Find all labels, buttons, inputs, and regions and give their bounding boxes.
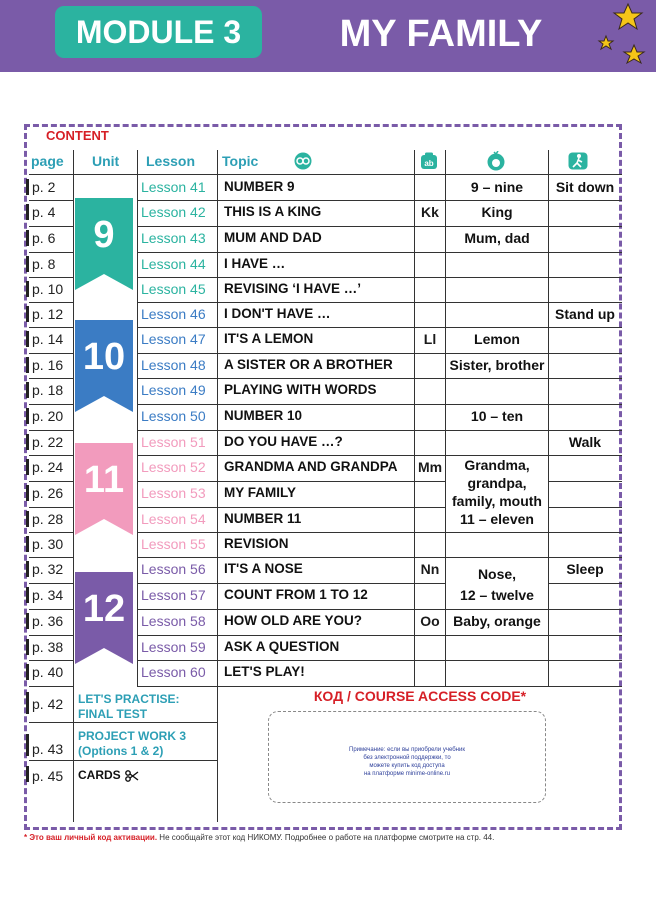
col-divider <box>414 150 415 686</box>
topic-cell: NUMBER 9 <box>224 179 295 194</box>
lesson-link[interactable]: Lesson 44 <box>141 256 206 272</box>
row-tick <box>26 587 29 603</box>
row-divider <box>29 722 217 723</box>
row-divider <box>445 686 548 687</box>
row-divider <box>29 532 73 533</box>
row-tick <box>26 434 29 450</box>
row-divider <box>414 430 445 431</box>
lesson-link[interactable]: Lesson 42 <box>141 204 206 220</box>
row-divider <box>548 660 622 661</box>
row-divider <box>29 583 73 584</box>
page-cell: p. 4 <box>32 204 56 220</box>
page-cell: p. 36 <box>32 613 64 629</box>
row-divider <box>548 302 622 303</box>
row-divider <box>414 226 445 227</box>
action-cell: Walk <box>568 434 602 450</box>
page-cell: p. 45 <box>32 768 64 784</box>
row-divider <box>548 430 622 431</box>
row-divider <box>29 481 73 482</box>
lesson-link[interactable]: Lesson 58 <box>141 613 206 629</box>
page-cell: p. 14 <box>32 331 64 347</box>
row-divider <box>548 327 622 328</box>
row-divider <box>445 635 548 636</box>
lesson-link[interactable]: Lesson 41 <box>141 179 206 195</box>
row-tick <box>26 281 29 297</box>
row-divider <box>29 252 73 253</box>
row-divider <box>29 455 73 456</box>
row-divider <box>414 583 445 584</box>
row-divider <box>445 404 548 405</box>
row-divider <box>137 252 414 253</box>
topic-cell: NUMBER 11 <box>224 511 302 526</box>
word-cell: 11 – eleven <box>460 511 534 527</box>
footnote <box>24 833 634 842</box>
note-line: Примечание: если вы приобрели учебник <box>349 747 465 753</box>
row-divider <box>414 252 445 253</box>
topic-cell: GRANDMA AND GRANDPA <box>224 459 398 474</box>
letter-cell: Mm <box>417 459 443 475</box>
letter-cell: Oo <box>420 613 440 629</box>
row-divider <box>548 353 622 354</box>
page-cell: p. 18 <box>32 382 64 398</box>
word-cell: 10 – ten <box>470 408 524 424</box>
letter-icon <box>420 152 438 170</box>
col-lesson: Lesson <box>146 153 196 169</box>
page-cell: p. 12 <box>32 306 64 322</box>
row-tick <box>26 664 29 680</box>
row-tick <box>26 382 29 398</box>
row-divider <box>414 557 445 558</box>
row-divider <box>29 277 73 278</box>
row-divider <box>29 353 73 354</box>
row-tick <box>26 204 29 220</box>
row-divider <box>445 660 548 661</box>
row-divider <box>137 507 414 508</box>
word-cell: Sister, brother <box>449 357 545 373</box>
row-tick <box>26 230 29 246</box>
lesson-link[interactable]: Lesson 59 <box>141 639 206 655</box>
topic-cell: LET'S PLAY! <box>224 664 305 679</box>
row-divider <box>137 327 414 328</box>
page-cell: p. 32 <box>32 561 64 577</box>
access-code-title: КОД / COURSE ACCESS CODE* <box>313 688 527 704</box>
note-line: можете купить код доступа <box>369 763 445 769</box>
row-tick <box>26 613 29 629</box>
row-tick <box>26 179 29 195</box>
action-cell: Sit down <box>555 179 615 195</box>
page-cell: p. 40 <box>32 664 64 680</box>
col-unit: Unit <box>92 153 120 169</box>
row-divider <box>414 481 445 482</box>
extra-line: FINAL TEST <box>78 707 148 721</box>
note-line: без электронной поддержки, то <box>363 755 451 761</box>
topic-cell: I HAVE … <box>224 256 286 271</box>
row-divider <box>29 327 73 328</box>
page-cell: p. 43 <box>32 741 64 757</box>
topic-cell: IT'S A LEMON <box>224 331 314 346</box>
lesson-link[interactable]: Lesson 46 <box>141 306 206 322</box>
row-divider <box>445 200 548 201</box>
row-tick <box>26 459 29 475</box>
module-label: MODULE 3 <box>55 6 262 58</box>
row-tick <box>26 511 29 527</box>
word-line: Nose, <box>477 566 517 582</box>
col-topic: Topic <box>222 153 259 169</box>
word-cell: Mum, dad <box>464 230 530 246</box>
lesson-link[interactable]: Lesson 54 <box>141 511 206 527</box>
row-divider <box>548 252 622 253</box>
row-divider <box>445 430 548 431</box>
row-divider <box>414 507 445 508</box>
row-divider <box>445 327 548 328</box>
extra-line: CARDS <box>78 768 121 782</box>
page-cell: p. 30 <box>32 536 64 552</box>
word-line: family, mouth <box>452 493 542 509</box>
word-line: Grandma, <box>464 457 530 473</box>
row-divider <box>414 327 445 328</box>
row-tick <box>26 766 29 782</box>
row-tick <box>26 331 29 347</box>
row-divider <box>29 226 73 227</box>
word-cell: Baby, orange <box>453 613 541 629</box>
row-divider <box>29 635 73 636</box>
row-divider <box>137 532 414 533</box>
lesson-link[interactable]: Lesson 50 <box>141 408 206 424</box>
col-divider <box>217 150 218 822</box>
row-divider <box>137 583 414 584</box>
page-cell: p. 8 <box>32 256 56 272</box>
extra-cards <box>78 768 139 782</box>
page-cell: p. 10 <box>32 281 64 297</box>
topic-cell: REVISING ‘I HAVE …’ <box>224 281 362 296</box>
page-cell: p. 42 <box>32 696 64 712</box>
action-cell: Stand up <box>555 306 615 322</box>
row-divider <box>137 430 414 431</box>
word-cell: 9 – nine <box>470 179 524 195</box>
topic-cell: MY FAMILY <box>224 485 297 500</box>
row-divider <box>29 660 73 661</box>
stars-decoration <box>596 0 656 72</box>
action-icon <box>568 152 588 170</box>
row-divider <box>414 532 445 533</box>
topic-cell: HOW OLD ARE YOU? <box>224 613 362 628</box>
lesson-link[interactable]: Lesson 53 <box>141 485 206 501</box>
topic-cell: NUMBER 10 <box>224 408 303 423</box>
row-divider <box>548 200 622 201</box>
row-divider <box>137 378 414 379</box>
words-icon <box>487 151 505 171</box>
lesson-link[interactable]: Lesson 56 <box>141 561 206 577</box>
row-divider <box>29 404 73 405</box>
col-divider <box>137 150 138 686</box>
col-divider <box>73 150 74 822</box>
unit-number: 9 <box>93 214 115 256</box>
word-line: 12 – twelve <box>460 587 534 603</box>
row-tick <box>26 692 29 714</box>
page-cell: p. 6 <box>32 230 56 246</box>
row-divider <box>29 760 217 761</box>
word-cell-nose <box>446 564 548 606</box>
word-cell-grandma <box>446 456 548 510</box>
topic-cell: DO YOU HAVE …? <box>224 434 343 449</box>
row-divider <box>548 507 622 508</box>
unit-banner <box>75 443 133 535</box>
topic-cell: I DON'T HAVE … <box>224 306 331 321</box>
row-tick <box>26 561 29 577</box>
row-tick <box>26 485 29 501</box>
topic-cell: A SISTER OR A BROTHER <box>224 357 393 372</box>
extra-final-test <box>78 692 180 722</box>
row-divider <box>548 404 622 405</box>
lesson-link[interactable]: Lesson 43 <box>141 230 206 246</box>
row-divider <box>137 660 414 661</box>
row-divider <box>548 557 622 558</box>
letter-cell: Nn <box>420 561 440 577</box>
topic-cell: THIS IS A KING <box>224 204 322 219</box>
extra-project-work <box>78 729 186 759</box>
lesson-link[interactable]: Lesson 55 <box>141 536 206 552</box>
content-label: CONTENT <box>46 128 109 143</box>
row-divider <box>548 277 622 278</box>
access-code-note <box>290 746 524 778</box>
col-divider <box>548 150 549 686</box>
row-divider <box>137 226 414 227</box>
row-divider <box>548 455 622 456</box>
extra-line: (Options 1 & 2) <box>78 744 164 758</box>
col-page: page <box>31 153 64 169</box>
row-divider <box>137 635 414 636</box>
svg-text:ab: ab <box>424 159 434 168</box>
topic-cell: PLAYING WITH WORDS <box>224 382 377 397</box>
row-divider <box>414 353 445 354</box>
lesson-link[interactable]: Lesson 60 <box>141 664 206 680</box>
row-divider <box>548 583 622 584</box>
letter-cell: Ll <box>423 331 437 347</box>
row-divider <box>414 686 445 687</box>
header-divider <box>29 174 622 175</box>
row-divider <box>414 455 445 456</box>
row-divider <box>445 353 548 354</box>
page-cell: p. 16 <box>32 357 64 373</box>
row-divider <box>414 378 445 379</box>
row-divider <box>29 557 73 558</box>
row-divider <box>548 378 622 379</box>
row-divider <box>445 252 548 253</box>
row-divider <box>137 200 414 201</box>
row-divider <box>137 353 414 354</box>
row-divider <box>137 302 414 303</box>
row-divider <box>414 660 445 661</box>
row-tick <box>26 734 29 756</box>
unit-number: 10 <box>82 336 126 378</box>
page-title: MY FAMILY <box>339 13 543 55</box>
row-divider <box>445 302 548 303</box>
topic-cell: ASK A QUESTION <box>224 639 340 654</box>
unit-banner <box>75 198 133 290</box>
row-divider <box>137 686 414 687</box>
row-divider <box>548 635 622 636</box>
extra-line: PROJECT WORK 3 <box>78 729 187 743</box>
row-divider <box>29 430 73 431</box>
row-divider <box>548 686 622 687</box>
row-divider <box>29 378 73 379</box>
page-cell: p. 2 <box>32 179 56 195</box>
scissors-icon <box>125 770 139 782</box>
page-cell: p. 20 <box>32 408 64 424</box>
row-divider <box>414 200 445 201</box>
row-divider <box>548 609 622 610</box>
action-cell: Sleep <box>566 561 604 577</box>
topic-cell: MUM AND DAD <box>224 230 322 245</box>
note-line: на платформе minime-online.ru <box>363 771 451 777</box>
row-divider <box>445 378 548 379</box>
header <box>0 0 656 72</box>
word-cell: King <box>481 204 513 220</box>
lesson-link[interactable]: Lesson 48 <box>141 357 206 373</box>
word-line: grandpa, <box>467 475 527 491</box>
row-divider <box>137 557 414 558</box>
row-divider <box>137 455 414 456</box>
page-cell: p. 28 <box>32 511 64 527</box>
unit-banner <box>75 572 133 664</box>
unit-number: 11 <box>83 459 125 501</box>
letter-cell: Kk <box>421 204 439 220</box>
row-tick <box>26 408 29 424</box>
row-divider <box>414 635 445 636</box>
row-divider <box>548 481 622 482</box>
lesson-link[interactable]: Lesson 57 <box>141 587 206 603</box>
word-cell: Lemon <box>474 331 520 347</box>
row-divider <box>137 481 414 482</box>
page-cell: p. 24 <box>32 459 64 475</box>
row-divider <box>445 226 548 227</box>
row-tick <box>26 639 29 655</box>
topic-cell: COUNT FROM 1 TO 12 <box>224 587 368 602</box>
row-divider <box>445 277 548 278</box>
page-cell: p. 22 <box>32 434 64 450</box>
topic-cell: IT'S A NOSE <box>224 561 303 576</box>
row-divider <box>414 302 445 303</box>
row-divider <box>414 609 445 610</box>
lesson-link[interactable]: Lesson 51 <box>141 434 206 450</box>
footnote-text: Не сообщайте этот код НИКОМУ. Подробнее о работе на платформе смотрите на стр. 44. <box>157 833 495 842</box>
topic-cell: REVISION <box>224 536 289 551</box>
row-tick <box>26 536 29 552</box>
lesson-link[interactable]: Lesson 52 <box>141 459 206 475</box>
row-divider <box>29 200 73 201</box>
page-cell: p. 38 <box>32 639 64 655</box>
extra-line: LET'S PRACTISE: <box>78 692 180 706</box>
row-divider <box>445 557 548 558</box>
unit-number: 12 <box>82 588 126 630</box>
lesson-link[interactable]: Lesson 47 <box>141 331 206 347</box>
topic-icon <box>293 152 313 170</box>
row-divider <box>414 277 445 278</box>
lesson-link[interactable]: Lesson 49 <box>141 382 206 398</box>
row-divider <box>548 532 622 533</box>
row-tick <box>26 357 29 373</box>
row-divider <box>445 609 548 610</box>
lesson-link[interactable]: Lesson 45 <box>141 281 206 297</box>
row-divider <box>445 532 548 533</box>
footnote-emphasis: * Это ваш личный код активации. <box>24 833 158 842</box>
row-divider <box>414 404 445 405</box>
page-cell: p. 26 <box>32 485 64 501</box>
row-divider <box>29 609 73 610</box>
row-divider <box>137 404 414 405</box>
row-divider <box>137 277 414 278</box>
row-divider <box>29 686 73 687</box>
row-divider <box>548 226 622 227</box>
unit-banner <box>75 320 133 412</box>
row-tick <box>26 306 29 322</box>
row-divider <box>137 609 414 610</box>
page-cell: p. 34 <box>32 587 64 603</box>
row-divider <box>29 302 73 303</box>
row-divider <box>29 507 73 508</box>
row-tick <box>26 256 29 272</box>
